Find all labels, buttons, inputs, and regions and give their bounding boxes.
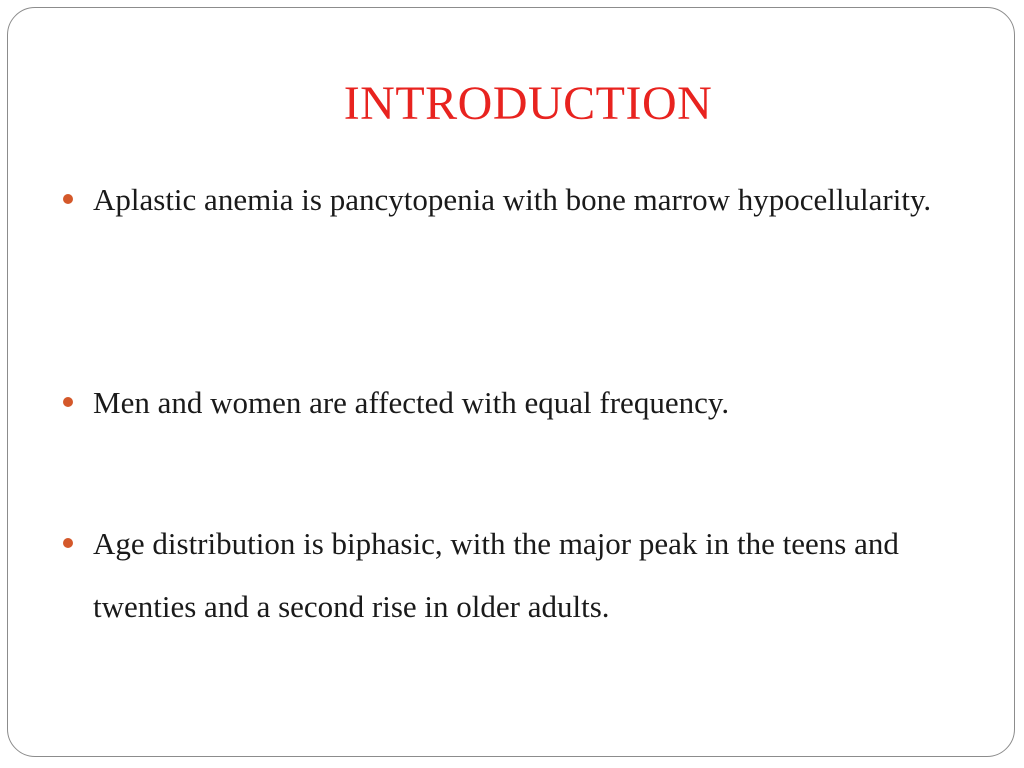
bullet-text: Age distribution is biphasic, with the major peak in the teens and twenties and a second rise in older adults. — [93, 526, 899, 624]
bullet-text: Aplastic anemia is pancytopenia with bone marrow hypocellularity. — [93, 182, 932, 217]
slide — [7, 7, 1015, 757]
bullet-dot-icon — [63, 194, 73, 204]
bullet-dot-icon — [63, 538, 73, 548]
bullet-dot-icon — [63, 397, 73, 407]
bullet-text: Men and women are affected with equal frequency. — [93, 385, 730, 420]
slide-title: INTRODUCTION — [343, 77, 713, 130]
